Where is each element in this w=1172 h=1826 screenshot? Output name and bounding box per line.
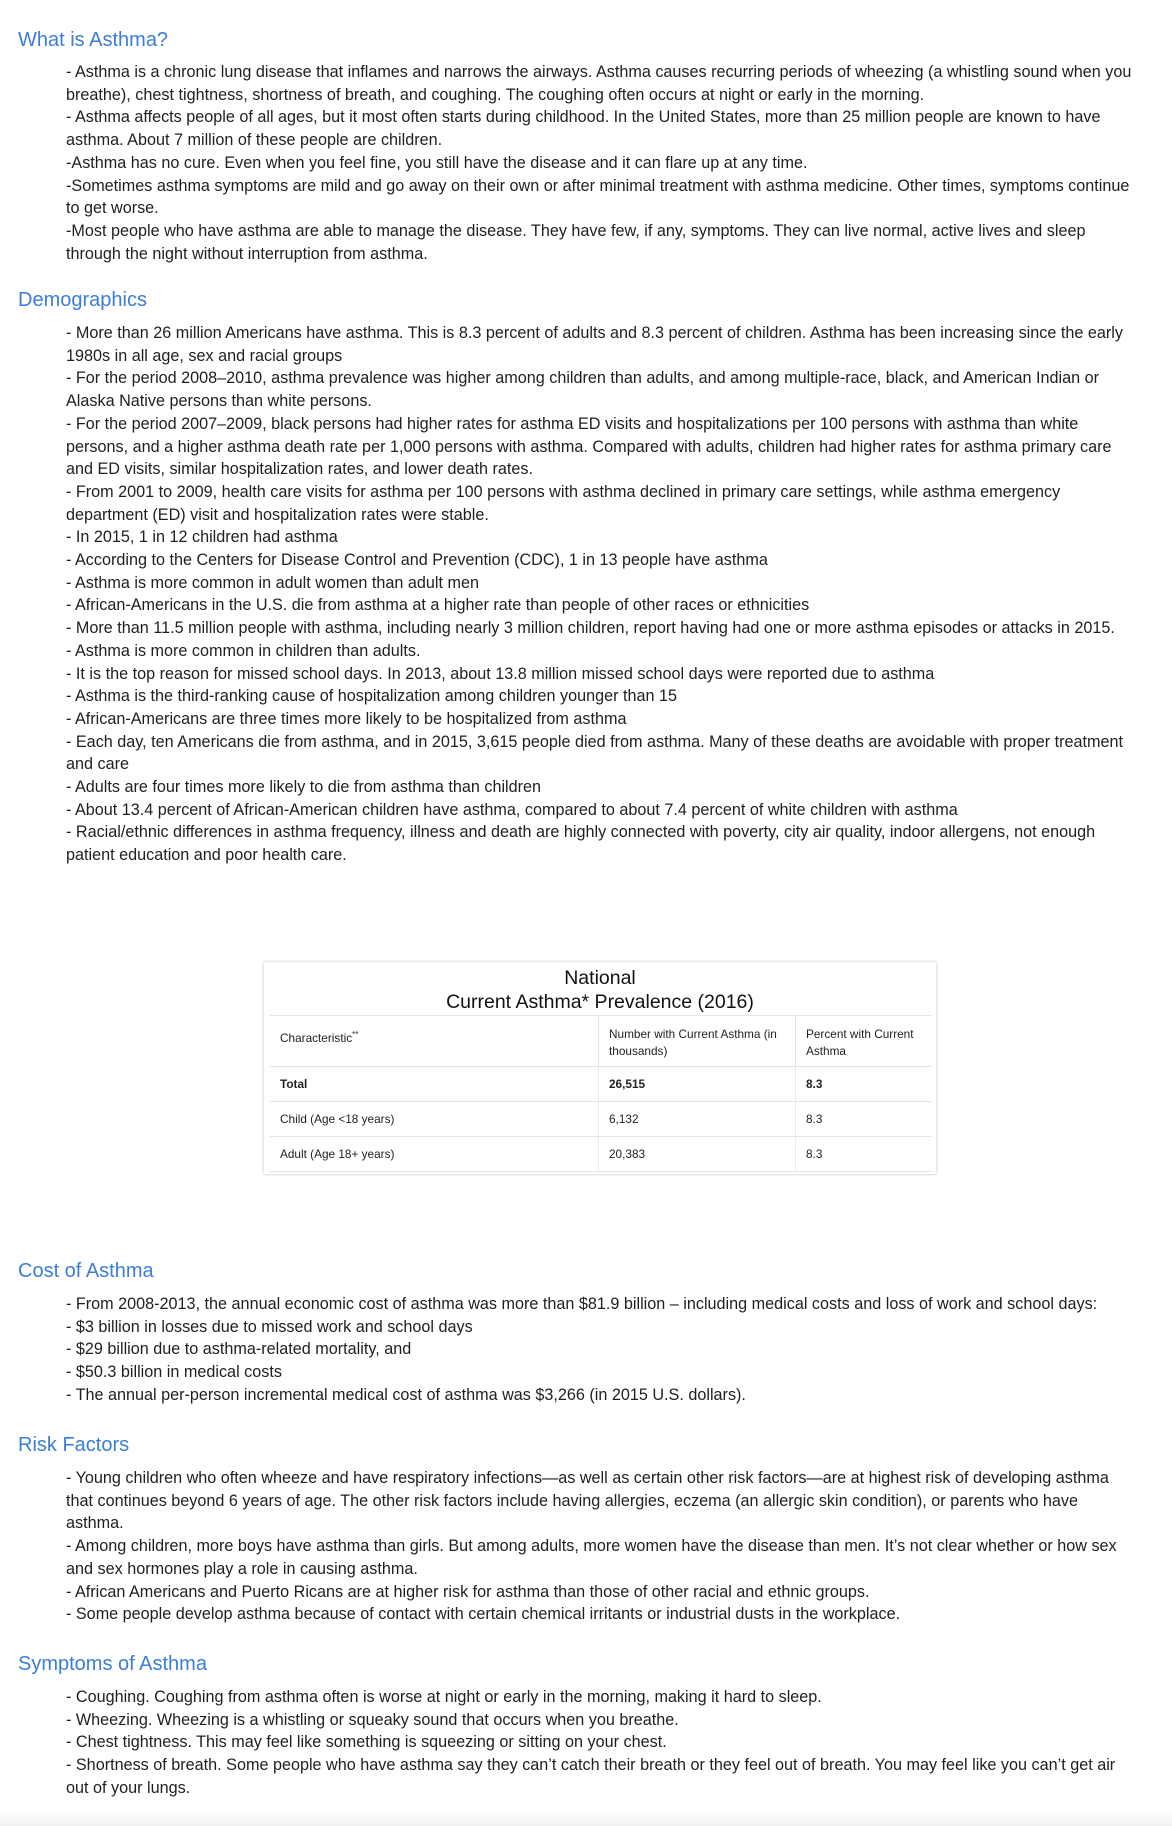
- paragraph-line: - From 2008-2013, the annual economic cost of asthma was more than $81.9 billion – including medical costs and loss of work and school days:: [66, 1295, 1098, 1313]
- table-row: [270, 1067, 932, 1102]
- header-number: Number with Current Asthma (in thousands): [599, 1016, 796, 1067]
- paragraph-line: - It is the top reason for missed school days. In 2013, about 13.8 million missed school days were reported due to asthma: [66, 664, 935, 683]
- paragraph-line: - Chest tightness. This may feel like something is squeezing or sitting on your chest.: [66, 1733, 667, 1752]
- section-body-symptoms: [66, 1686, 1138, 1800]
- paragraph-line: - Young children who often wheeze and have respiratory infections—as well as certain other risk factors—are at highest risk of developing asthma that continues beyond 6 years of age. The other risk factors include having allergies, eczema (an allergic skin condition), or parents who have asthma.: [66, 1469, 1109, 1533]
- table-header-row: [270, 1016, 932, 1067]
- cell-percent: 8.3: [796, 1102, 933, 1137]
- table-title-line: Current Asthma* Prevalence (2016): [446, 991, 754, 1013]
- paragraph-line: - Some people develop asthma because of contact with certain chemical irritants or industrial dusts in the workplace.: [66, 1605, 901, 1624]
- cell-percent: 8.3: [796, 1067, 933, 1102]
- section-title-symptoms: Symptoms of Asthma: [18, 1653, 207, 1675]
- paragraph-line: - More than 11.5 million people with asthma, including nearly 3 million children, report having had one or more asthma episodes or attacks in 2015.: [66, 619, 1115, 638]
- paragraph-line: - Asthma affects people of all ages, but it most often starts during childhood. In the United States, more than 25 million people are known to have asthma. About 7 million of these people are children.: [66, 108, 1101, 150]
- paragraph-line: - Each day, ten Americans die from asthma, and in 2015, 3,615 people died from asthma. Many of these deaths are avoidable with proper treatment and care: [66, 732, 1123, 774]
- section-title-risk-factors: Risk Factors: [18, 1434, 130, 1456]
- paragraph-line: - Asthma is more common in adult women than adult men: [66, 573, 479, 592]
- header-characteristic: [270, 1016, 599, 1067]
- header-characteristic-label: Characteristic: [280, 1030, 353, 1045]
- paragraph-line: - African-Americans in the U.S. die from asthma at a higher rate than people of other races or ethnicities: [66, 596, 810, 615]
- paragraph-line: - Wheezing. Wheezing is a whistling or squeaky sound that occurs when you breathe.: [66, 1710, 679, 1729]
- paragraph-line: - For the period 2008–2010, asthma prevalence was higher among children than adults, and among multiple-race, black, and American Indian or Alaska Native persons than white persons.: [66, 369, 1100, 411]
- paragraph-line: - About 13.4 percent of African-American children have asthma, compared to about 7.4 percent of white children with asthma: [66, 800, 958, 819]
- paragraph-line: - Shortness of breath. Some people who have asthma say they can’t catch their breath or they feel out of breath. You may feel like you can’t get air out of your lungs.: [66, 1756, 1116, 1797]
- section-body-what-is-asthma: [66, 61, 1138, 265]
- paragraph-line: - Asthma is the third-ranking cause of hospitalization among children younger than 15: [66, 687, 677, 706]
- paragraph-line: - Racial/ethnic differences in asthma frequency, illness and death are highly connected with poverty, city air quality, indoor allergens, not enough patient education and poor health care.: [66, 823, 1096, 865]
- paragraph-line: - African-Americans are three times more likely to be hospitalized from asthma: [66, 709, 627, 728]
- paragraph-line: - More than 26 million Americans have asthma. This is 8.3 percent of adults and 8.3 percent of children. Asthma has been increasing since the early 1980s in all age, sex and racial groups: [66, 324, 1123, 365]
- paragraph-line: - The annual per-person incremental medical cost of asthma was $3,266 (in 2015 U.S. dollars).: [66, 1385, 746, 1404]
- table-row: [270, 1137, 932, 1172]
- paragraph-line: - $3 billion in losses due to missed work and school days: [66, 1317, 473, 1336]
- section-body-cost: [66, 1293, 1138, 1407]
- cell-label: Adult (Age 18+ years): [270, 1137, 599, 1172]
- section-body-risk-factors: [66, 1467, 1138, 1626]
- cell-label: Total: [270, 1067, 599, 1102]
- header-footnote-mark: **: [352, 1030, 359, 1039]
- cell-label: Child (Age <18 years): [270, 1102, 599, 1137]
- paragraph-line: - Among children, more boys have asthma than girls. But among adults, more women have the disease than men. It’s not clear whether or how sex and sex hormones play a role in causing asthma.: [66, 1537, 1117, 1578]
- paragraph-line: - Coughing. Coughing from asthma often is worse at night or early in the morning, making it hard to sleep.: [66, 1688, 822, 1706]
- bottom-shadow: [0, 1812, 1172, 1826]
- section-body-demographics: [66, 322, 1138, 867]
- section-title-cost: Cost of Asthma: [18, 1260, 154, 1282]
- table-title-line: National: [564, 967, 636, 989]
- paragraph-line: - $29 billion due to asthma-related mortality, and: [66, 1340, 412, 1359]
- paragraph-line: -Sometimes asthma symptoms are mild and go away on their own or after minimal treatment with asthma medicine. Other times, symptoms continue to get worse.: [66, 176, 1130, 218]
- prevalence-table-card: [264, 962, 936, 1174]
- paragraph-line: - Adults are four times more likely to die from asthma than children: [66, 778, 542, 797]
- paragraph-line: -Asthma has no cure. Even when you feel fine, you still have the disease and it can flare up at any time.: [66, 153, 808, 172]
- paragraph-line: - For the period 2007–2009, black persons had higher rates for asthma ED visits and hospitalizations per 100 persons with asthma than white persons, and a higher asthma death rate per 1,000 persons with asthma. Compared with adults, children had higher rates for asthma primary care and ED visits, similar hospitalization rates, and lower death rates.: [66, 414, 1112, 479]
- paragraph-line: - $50.3 billion in medical costs: [66, 1363, 282, 1382]
- paragraph-line: - Asthma is more common in children than adults.: [66, 641, 421, 660]
- prevalence-table-title: [264, 966, 936, 1014]
- section-title-what-is-asthma: What is Asthma?: [18, 29, 169, 51]
- prevalence-table: [270, 1015, 932, 1172]
- header-percent: Percent with Current Asthma: [796, 1016, 933, 1067]
- section-title-demographics: Demographics: [18, 289, 147, 311]
- cell-number: 20,383: [599, 1137, 796, 1172]
- cell-number: 6,132: [599, 1102, 796, 1137]
- paragraph-line: - From 2001 to 2009, health care visits for asthma per 100 persons with asthma declined in primary care settings, while asthma emergency department (ED) visit and hospitalization rates were stable.: [66, 482, 1061, 524]
- paragraph-line: - According to the Centers for Disease Control and Prevention (CDC), 1 in 13 people have asthma: [66, 551, 768, 570]
- paragraph-line: - In 2015, 1 in 12 children had asthma: [66, 528, 338, 547]
- cell-percent: 8.3: [796, 1137, 933, 1172]
- cell-number: 26,515: [599, 1067, 796, 1102]
- paragraph-line: -Most people who have asthma are able to manage the disease. They have few, if any, symptoms. They can live normal, active lives and sleep through the night without interruption from asthma.: [66, 221, 1086, 263]
- paragraph-line: - Asthma is a chronic lung disease that inflames and narrows the airways. Asthma causes recurring periods of wheezing (a whistling sound when you breathe), chest tightness, shortness of breath, and coughing. The coughing often occurs at night or early in the morning.: [66, 63, 1132, 104]
- table-row: [270, 1102, 932, 1137]
- paragraph-line: - African Americans and Puerto Ricans are at higher risk for asthma than those of other racial and ethnic groups.: [66, 1582, 870, 1601]
